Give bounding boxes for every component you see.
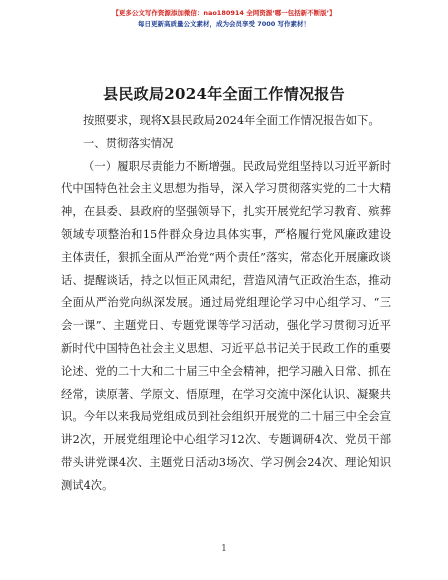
page-number: 1 [221,544,227,554]
section-heading: 一、贯彻落实情况 [83,136,174,150]
promo-line-membership: 每日更新高质量公文素材，成为会员享受 7000 写作素材！ [137,20,311,28]
promo-banner [0,8,448,30]
document-title: 县民政局2024年全面工作情况报告 [103,85,345,103]
document-body [61,110,391,498]
promo-line-wechat: 【更多公文写作资源添加微信：nao180914 全网资源‘哪一包括新不断版’】 [112,9,336,17]
body-paragraph: （一）履职尽责能力不断增强。民政局党组坚持以习近平新时代中国特色社会主义思想为指导，深入学习贯彻落实党的二十大精神，在县委、县政府的坚强领导下，扎实开展党纪学习教育、殡葬领域专项整治和15件群众身边具体实事，严格履行党风廉政建设主体责任，狠抓全面从严治党“两个责任”落实，常态化开展廉政谈话、提醒谈话，持之以恒正风肃纪，营造风清气正政治生态，推动全面从严治党向纵深发展。通过局党组理论学习中心组学习、“三会一课”、主题党日、专题党课等学习活动，强化学习贯彻习近平新时代中国特色社会主义思想、习近平总书记关于民政工作的重要论述、党的二十大和二十届三中全会精神，把学习融入日常、抓在经常，读原著、学原文、悟原理，在学习交流中深化认识、凝聚共识。今年以来我局党组成员到社会组织开展党的二十届三中全会宣讲2次，开展党组理论中心组学习12次、专题调研4次、党员干部带头讲党课4次、主题党日活动3场次、学习例会24次、理论知识测试4次。 [61,159,391,492]
intro-paragraph: 按照要求，现将X县民政局2024年全面工作情况报告如下。 [83,114,380,127]
